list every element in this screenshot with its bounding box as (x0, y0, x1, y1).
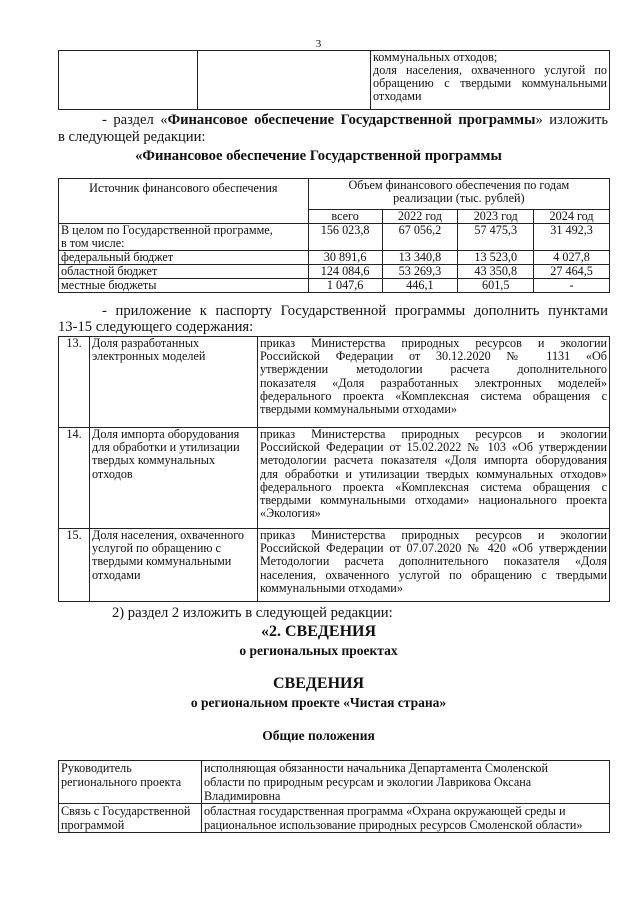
row-text-line: приказ Министерства природных ресурсов и экологии (260, 528, 607, 542)
row-text-line: показателя «Доля разработанных электронных моделей» (260, 375, 607, 390)
value-line: Владимировна (204, 789, 281, 803)
top-table-line: доля населения, охваченного услугой по (373, 63, 607, 77)
value-cell (202, 761, 610, 804)
cell-total: 124 084,6 (308, 265, 382, 279)
value-cell (202, 804, 610, 833)
row-text-line: населения, охваченного услугой по обращению с твердыми (260, 567, 607, 582)
row-name (90, 337, 258, 428)
cell-2023: 13 523,0 (458, 251, 534, 265)
cell-total: 1 047,6 (308, 279, 382, 293)
row-text-line: федерального проекта «Комплексная система обращения с (260, 479, 607, 494)
svedeniya-title: СВЕДЕНИЯ (272, 675, 365, 692)
general-title: Общие положения (262, 728, 375, 743)
page-number: 3 (315, 38, 322, 50)
table-row (59, 761, 610, 804)
paragraph-finance-section (102, 113, 608, 128)
cell-2023: 43 350,8 (458, 265, 534, 279)
label-line: регионального проекта (61, 775, 182, 789)
table-row (59, 337, 610, 428)
table-row (59, 529, 610, 602)
row-text-line: Российской Федерации от 30.12.2020 № 1131 «Об (260, 349, 607, 364)
label-cell (59, 804, 202, 833)
row-label (59, 224, 309, 251)
row-label-line2: в том числе: (61, 236, 125, 250)
label-cell (59, 761, 202, 804)
row-name-line: твердыми коммунальными (92, 554, 232, 569)
paragraph-appendix-line2: 13-15 следующего содержания: (58, 319, 254, 335)
table-row (59, 279, 610, 293)
top-table-line: отходами (373, 89, 422, 103)
cell-2024: 4 027,8 (534, 251, 610, 265)
svedeniya-subtitle: о региональном проекте «Чистая страна» (190, 695, 447, 710)
row-label: местные бюджеты (59, 279, 309, 293)
row-text-line: твердыми коммунальными отходами» национального проекта (260, 493, 607, 508)
label-line: Руководитель (61, 761, 132, 775)
col-header-total: всего (308, 210, 382, 224)
row-label: областной бюджет (59, 265, 309, 279)
cell-2022: 13 340,8 (382, 251, 458, 265)
row-name-line: электронных моделей (92, 349, 206, 364)
volume-header-line2: реализации (тыс. рублей) (393, 191, 525, 205)
row-number: 15. (59, 529, 90, 602)
cell-2022: 67 056,2 (382, 224, 458, 251)
row-text-line: коммунальными отходами» (260, 580, 403, 595)
row-name-line: Доля импорта оборудования (92, 427, 240, 441)
row-name (90, 428, 258, 529)
table-row (59, 265, 610, 279)
row-name (90, 529, 258, 602)
col-header-2024: 2024 год (534, 210, 610, 224)
label-line: Связь с Государственной (61, 804, 191, 818)
para1-bold: Финансовое обеспечение Государственной программы (167, 112, 536, 128)
row-name-line: отходов (92, 466, 133, 481)
para1-suffix: » изложить (535, 112, 609, 128)
col-header-2022: 2022 год (382, 210, 458, 224)
row-label: федеральный бюджет (59, 251, 309, 265)
row-name-line: твердых коммунальных (92, 453, 216, 468)
finance-table (58, 178, 610, 293)
row-text-line: Методологии расчета дополнительного показателя «Доля (260, 554, 607, 569)
top-table-cell-3 (371, 51, 610, 110)
row-number: 14. (59, 428, 90, 529)
row-text (258, 529, 610, 602)
section2-subtitle: о региональных проектах (239, 643, 398, 658)
row-text (258, 428, 610, 529)
paragraph-finance-line2: в следующей редакции: (58, 129, 206, 145)
row-text-line: федерального проекта «Комплексная система обращения с (260, 388, 607, 403)
value-line: области по природным ресурсам и экологии Лаврикова Оксана (204, 775, 532, 789)
row-name-line: услугой по обращению с (92, 541, 221, 556)
row-label-line1: В целом по Государственной программе, (61, 223, 273, 237)
cell-2023: 601,5 (458, 279, 534, 293)
top-table-line: обращению с твердыми коммунальными (373, 76, 607, 90)
top-table-line: коммунальных отходов; (373, 50, 498, 64)
top-table-cell-1 (59, 51, 198, 110)
top-table-cell-2 (198, 51, 371, 110)
cell-2024: 31 492,3 (534, 224, 610, 251)
value-line: областная государственная программа «Охрана окружающей среды и (204, 804, 566, 818)
cell-2024: - (534, 279, 610, 293)
row-text-line: приказ Министерства природных ресурсов и экологии (260, 427, 607, 441)
section2-title: «2. СВЕДЕНИЯ (260, 623, 377, 640)
row-text-line: «Экология» (260, 506, 321, 521)
cell-2022: 53 269,3 (382, 265, 458, 279)
paragraph-section2: 2) раздел 2 изложить в следующей редакции: (112, 605, 393, 621)
row-name-line: Доля разработанных (92, 336, 200, 350)
cell-2024: 27 464,5 (534, 265, 610, 279)
col-header-2023: 2023 год (458, 210, 534, 224)
top-table (58, 50, 610, 110)
general-table (58, 760, 610, 833)
table-row (59, 224, 610, 251)
finance-title: «Финансовое обеспечение Государственной программы (135, 148, 502, 164)
cell-total: 156 023,8 (308, 224, 382, 251)
cell-2022: 446,1 (382, 279, 458, 293)
row-text-line: твердыми коммунальными отходами» (260, 402, 457, 417)
row-number: 13. (59, 337, 90, 428)
para1-prefix: - раздел « (102, 112, 168, 128)
paragraph-appendix: - приложение к паспорту Государственной программы дополнить пунктами (102, 303, 608, 319)
row-text-line: для обработки и утилизации твердых коммунальных отходов» (260, 466, 607, 481)
row-text-line: методологии расчета показателя «Доля импорта оборудования (260, 453, 607, 468)
appendix-table (58, 336, 610, 602)
value-line: рациональное использование природных ресурсов Смоленской области» (204, 818, 583, 832)
row-text-line: Российской Федерации от 07.07.2020 № 420 «Об утверждении (260, 541, 607, 556)
cell-2023: 57 475,3 (458, 224, 534, 251)
row-name-line: отходами (92, 567, 141, 582)
cell-total: 30 891,6 (308, 251, 382, 265)
label-line: программой (61, 818, 125, 832)
row-text-line: утверждении методологии расчета дополнительного (260, 362, 607, 377)
table-row (59, 804, 610, 833)
volume-header (308, 179, 609, 210)
table-row (59, 251, 610, 265)
row-text-line: Российской Федерации от 15.02.2022 № 103 «Об утверждении (260, 440, 607, 455)
table-row (59, 428, 610, 529)
row-name-line: для обработки и утилизации (92, 440, 240, 455)
value-line: исполняющая обязанности начальника Департамента Смоленской (204, 761, 548, 775)
volume-header-line1: Объем финансового обеспечения по годам (348, 178, 570, 192)
source-header-text: Источник финансового обеспечения (89, 181, 278, 195)
row-text (258, 337, 610, 428)
row-text-line: приказ Министерства природных ресурсов и экологии (260, 336, 607, 350)
row-name-line: Доля населения, охваченного (92, 528, 244, 542)
source-header (59, 179, 309, 224)
